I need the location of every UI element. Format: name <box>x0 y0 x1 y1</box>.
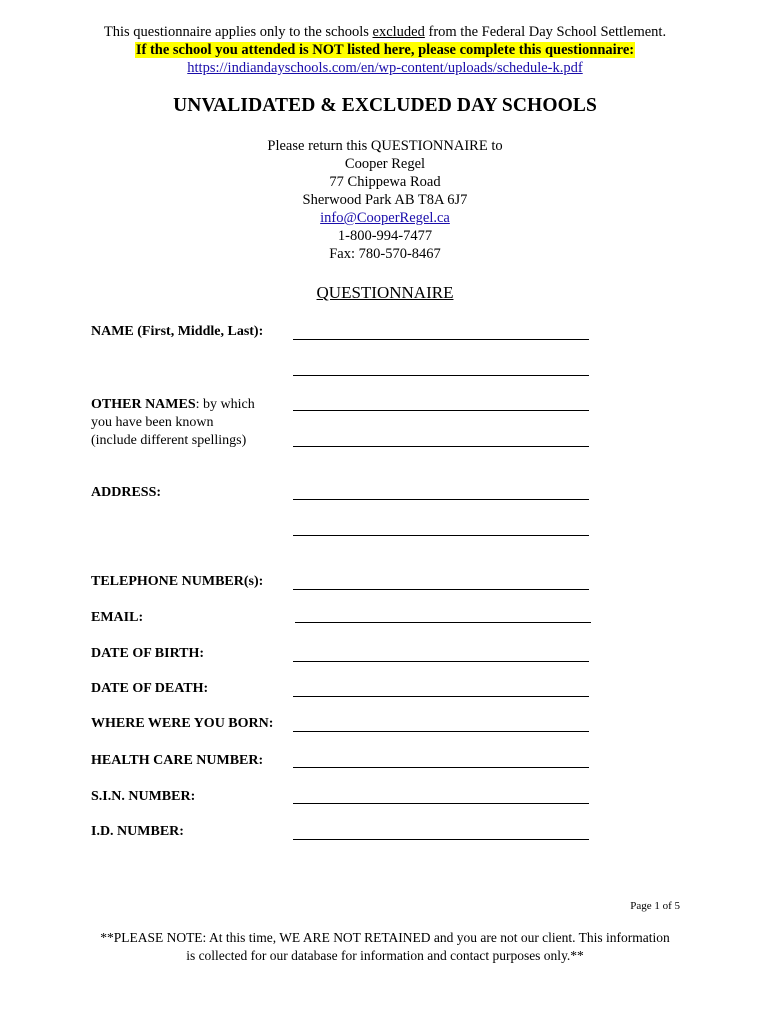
fax-number: Fax: 780-570-8467 <box>329 246 441 262</box>
other-names-line-2-field[interactable] <box>293 446 589 447</box>
other-names-rest: : by which <box>195 397 255 412</box>
recipient-name: Cooper Regel <box>344 156 426 172</box>
other-names-bold: OTHER NAMES <box>91 397 196 412</box>
footer-note <box>0 929 770 965</box>
intro-line-3 <box>0 60 770 77</box>
page-number: Page 1 of 5 <box>630 900 680 912</box>
address-line-2[interactable] <box>293 535 589 536</box>
email-link[interactable]: info@CooperRegel.ca <box>320 210 450 226</box>
intro-text-suffix: from the Federal Day School Settlement. <box>424 24 667 40</box>
other-names-line-3: (include different spellings) <box>91 433 247 448</box>
highlighted-instruction <box>135 42 635 58</box>
telephone-label: TELEPHONE NUMBER(s): <box>91 574 264 589</box>
email-label: EMAIL: <box>91 610 144 625</box>
birthplace-line[interactable] <box>293 731 589 732</box>
dob-label: DATE OF BIRTH: <box>91 646 205 661</box>
questionnaire-heading: QUESTIONNAIRE <box>316 283 454 302</box>
dod-line[interactable] <box>293 696 589 697</box>
return-instruction: Please return this QUESTIONNAIRE to <box>267 138 503 154</box>
dob-line[interactable] <box>293 661 589 662</box>
name-label: NAME (First, Middle, Last): <box>91 324 264 339</box>
footer-note-line-1: **PLEASE NOTE: At this time, WE ARE NOT RETAINED and you are not our client. This information <box>100 930 670 945</box>
address-line-1[interactable] <box>293 499 589 500</box>
name-line-2[interactable] <box>293 375 589 376</box>
name-line-1[interactable] <box>293 339 589 340</box>
highlighted-instruction-text: If the school you attended is NOT listed here, please complete this questionnaire <box>135 42 630 58</box>
id-line[interactable] <box>293 839 589 840</box>
instruction-colon: : <box>629 42 635 58</box>
id-label: I.D. NUMBER: <box>91 824 184 839</box>
footer-note-line-2: is collected for our database for information and contact purposes only.** <box>186 948 584 963</box>
schedule-k-link[interactable]: https://indiandayschools.com/en/wp-content/uploads/schedule-k.pdf <box>187 60 583 76</box>
intro-excluded-word: excluded <box>372 24 425 40</box>
health-card-label: HEALTH CARE NUMBER: <box>91 753 264 768</box>
other-names-label <box>91 396 255 450</box>
dod-label: DATE OF DEATH: <box>91 681 209 696</box>
return-address-block <box>0 137 770 263</box>
email-line[interactable] <box>295 622 591 623</box>
birthplace-label: WHERE WERE YOU BORN: <box>91 716 274 731</box>
other-names-line-2: you have been known <box>91 415 214 430</box>
address-label: ADDRESS: <box>91 485 162 500</box>
intro-text-prefix: This questionnaire applies only to the schools <box>103 24 373 40</box>
health-card-line[interactable] <box>293 767 589 768</box>
telephone-line[interactable] <box>293 589 589 590</box>
sin-line[interactable] <box>293 803 589 804</box>
sin-label: S.I.N. NUMBER: <box>91 789 196 804</box>
intro-line-2 <box>0 42 770 59</box>
phone-number: 1-800-994-7477 <box>337 228 433 244</box>
page-title: UNVALIDATED & EXCLUDED DAY SCHOOLS <box>173 95 597 116</box>
intro-line-1 <box>0 24 770 41</box>
street-address: 77 Chippewa Road <box>329 174 441 190</box>
city-postal: Sherwood Park AB T8A 6J7 <box>302 192 468 208</box>
other-names-line-1[interactable] <box>293 410 589 411</box>
